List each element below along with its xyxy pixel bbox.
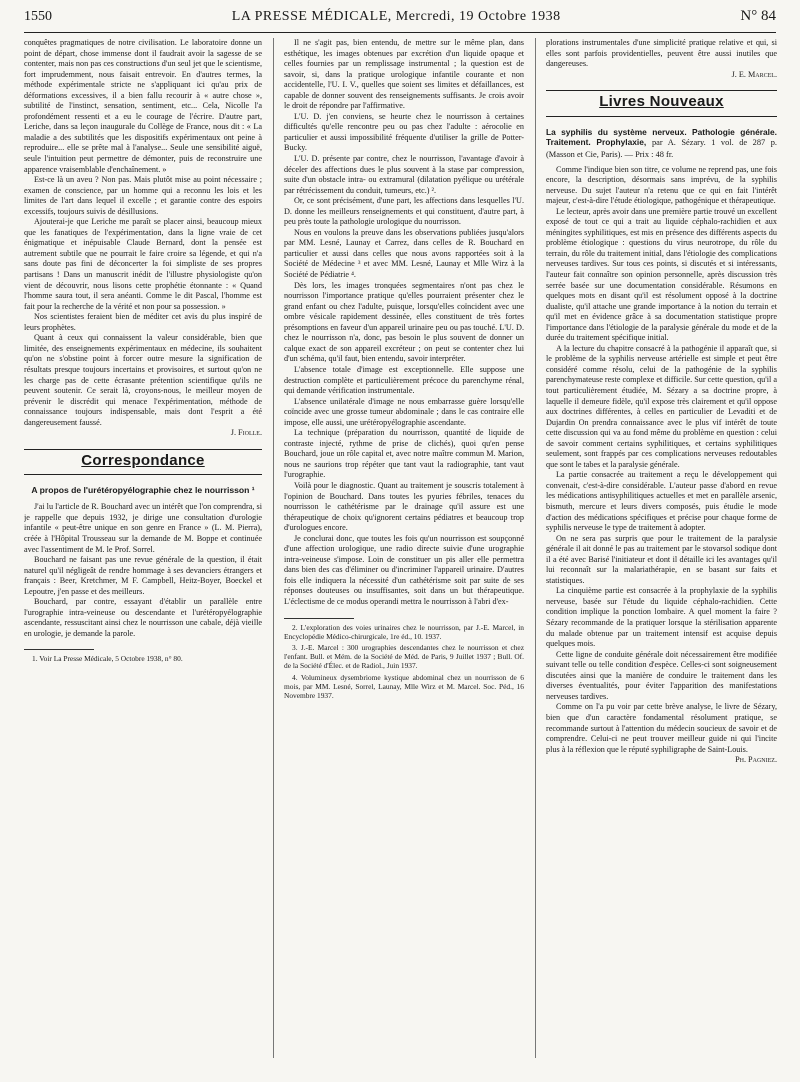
author-signature: J. E. Marcel.	[731, 69, 777, 79]
paragraph: On ne sera pas surpris que pour le traitement de la paralysie générale il ait donné le pas au traitement par le stovarsol sodique dont il a été avec Barisé l'initiateur et dont il détaille ici les avantages qu'il lui reconnaît sur la malariathérapie, en se basant sur faits et statistiques.	[546, 533, 777, 585]
paragraph: J'ai lu l'article de R. Bouchard avec un intérêt que l'on comprendra, si je rappelle que depuis 1932, je dirige une consultation d'urologie infantile « peut-être unique en son genre en France » (L. M. Pierra), créée à l'Hôpital Trousseau sur la demande de M. Boppe et continuée avec l'assentiment de M. le Prof. Sorrel.	[24, 502, 262, 554]
paragraph: Bouchard ne faisant pas une revue générale de la question, il était naturel qu'il négligeât de rendre hommage à ses devanciers étrangers et français : Beer, Kretchmer, M F. Campbell, Heitz-Boyer, Boeckel et Lepoutre, j'en passe et des meilleurs.	[24, 555, 262, 596]
paragraph: plorations instrumentales d'une simplicité pratique relative et qui, si elles sont parfois providentielles, peuvent être aussi inutiles que dangereuses.	[546, 38, 777, 69]
article-title: A propos de l'urétéropyélographie chez le nourrisson ¹	[31, 485, 255, 496]
footnote: 3. J.-E. Marcel : 300 urographies descendantes chez le nourrisson et chez l'enfant. Bull. et Mém. de la Société de Méd. de Paris, 9 Juillet 1937 ; Bull. Of. de la Société d'Élec. et de Radiol., Juin 1937.	[284, 642, 524, 671]
author-signature: J. Fiolle.	[230, 428, 262, 438]
paragraph: Il ne s'agit pas, bien entendu, de mettre sur le même plan, dans esthétique, les images obtenues par excrétion d'un liquide opaque et celles fournies par un remplissage instrumental ; la question est de savoir, si, dans la pratique urologique infantile courante et non accidentelle, l'U. I. V., quelles que soient ses limites et défaillances, est capable de donner souvent des renseignements suffisants. Je crois avoir le droit de répondre par l'affirmative.	[284, 38, 524, 111]
author-signature: Ph. Pagniez.	[735, 755, 777, 765]
paragraph: La technique (préparation du nourrisson, quantité de liquide de contraste injecté, rythme de prise de clichés), quoi qu'en pense Bouchard, joue un rôle capital et, avec notre maître commun M. Marion, nous ne saurions trop répéter que tant vaut la radiographie, tant vaut l'urographie.	[284, 428, 524, 480]
paragraph: A la lecture du chapitre consacré à la pathogénie il apparaît que, si le problème de la syphilis nerveuse artérielle est simple et peut être considéré comme résolu, celui de la pathogénie de la syphilis parenchymateuse reste complexe et difficile. Sur cette question, qu'il a tout particulièrement étudiée, M. Sézary a sa doctrine propre, à laquelle il demeure fidèle, qu'il expose très clairement et qu'il oppose aux doctrines différentes, à celles en particulier de Levaditi et de Dujardin On prendra connaissance avec le plus vif intérêt de toute cette discussion qui va au fond même du problème en question : celui de savoir comment certains syphilitiques, et certains syphilitiques seulement, sont frappés par ces complications nerveuses redoutables que sont le tabes et la paralysie générale.	[546, 343, 777, 469]
column-divider	[273, 38, 274, 1058]
paragraph: Comme on l'a pu voir par cette brève analyse, le livre de Sézary, bien que d'un caractère fondamental résolument pratique, se recommande surtout à l'attention du médecin soucieux de savoir et de comprendre. Celui-ci ne peut trouver meilleur guide ni qui l'incite plus à la réflexion que le réputé syphiligraphe de Saint-Louis.	[546, 702, 777, 754]
paragraph: Dès lors, les images tronquées segmentaires n'ont pas chez le nourrisson l'importance pratique qu'elles pourraient présenter chez le grand enfant ou chez l'adulte, puisque, lorsqu'elles coïncident avec une ombre vésicale rapidement dessinée, elles constituent de très fortes présomptions en faveur d'un appareil urinaire peu ou pas touché. L'U. D. chez le nourrisson n'a, donc, pas besoin le plus souvent de donner un calque exact de son appareil excréteur ; on peut se contenter chez lui d'un schéma, qu'il faut, bien entendu, savoir interpréter.	[284, 280, 524, 364]
column-3	[546, 38, 777, 1068]
paragraph: Bouchard, par contre, essayant d'établir un parallèle entre l'urographie intra-veineuse ou descendante et l'urétéropyélographie ascendante, ressuscitant ainsi chez le nourrisson une cabale, déjà vieille en urologie, je demande la parole.	[24, 597, 262, 638]
page-number: 1550	[24, 9, 52, 24]
footnotes	[284, 623, 524, 701]
paragraph: L'U. D. présente par contre, chez le nourrisson, l'avantage d'avoir à déceler des affections dues le plus souvent à la stase par compression, suite d'un obstacle intra- ou extramural (dilatation pyélique ou urétérale par rétrécissement du conduit, tumeurs, etc.) ².	[284, 154, 524, 195]
masthead	[24, 8, 776, 32]
section-title: Livres Nouveaux	[599, 93, 724, 111]
column-2	[284, 38, 524, 1068]
paragraph: L'absence unilatérale d'image ne nous embarrasse guère lorsqu'elle coïncide avec une grosse tumeur abdominale ; dans le cas contraire elle impose, elle aussi, une urétéropyélographie ascendante.	[284, 396, 524, 427]
footnote: 4. Volumineux dysembriome kystique abdominal chez un nourrisson de 6 mois, par MM. Lesné, Sorrel, Launay, Mlle Wirz et M. Marcel. Soc. Péd., 16 Novembre 1937.	[284, 672, 524, 700]
paragraph: Cette ligne de conduite générale doit nécessairement être modifiée suivant telle ou telle condition d'espèce. Celles-ci sont soigneusement discutées ainsi que la manière de conduire le traitement dans les diverses éventualités, pour éviter l'apparition des manifestations nerveuses tardives.	[546, 649, 777, 701]
paragraph: Or, ce sont précisément, d'une part, les affections dans lesquelles l'U. D. donne les meilleurs renseignements et qui constituent, d'autre part, à peu près toute la pathologie urologique du nourrisson.	[284, 196, 524, 227]
paragraph: Nous en voulons la preuve dans les observations publiées jusqu'alors par MM. Lesné, Launay et Carrez, dans celles de R. Bouchard en particulier et aussi dans celles que nous avons rapportées soit à la Société de Médecine ³ et avec MM. Lesné, Launay et Mlle Wirz à la Société de Pédiatrie ⁴.	[284, 227, 524, 280]
paragraph: Nos scientistes feraient bien de méditer cet avis du plus inspiré de leurs prophètes.	[24, 312, 262, 332]
paragraph: L'U. D. j'en conviens, se heurte chez le nourrisson à certaines difficultés qu'elle rencontre peu ou pas chez l'adulte : aérocolie en particulier et aussi impossibilité fréquente d'utiliser la grille de Potter-Bucky.	[284, 111, 524, 153]
paragraph: Comme l'indique bien son titre, ce volume ne reprend pas, une fois encore, la description, désormais sans imprévu, de la syphilis nerveuse. Du sujet l'auteur n'a retenu que ce qui en fait l'intérêt majeur, c'est-à-dire l'étude étiologique, pathogénique et thérapeutique.	[546, 164, 777, 206]
paragraph: La partie consacrée au traitement a reçu le développement qui convenait, c'est-à-dire considérable. L'auteur passe d'abord en revue les médications antisyphilitiques actuelles et met en parallèle arsenic, bismuth, mercure et leurs divers composés, puis étudie le mode d'action des médications spécifiques et précise pour chaque forme de syphilis nerveuse le type de traitement à adopter.	[546, 470, 777, 533]
book-heading	[546, 127, 777, 161]
paragraph: conquêtes pragmatiques de notre civilisation. Le laboratoire donne un point de départ, chose immense dont il faudrait avoir la sagesse de se contenter, mais non pas ces constructions d'un seul jet que le scientisme, fort imprudemment, nous faisait entrevoir. En d'autres termes, la méthode expérimentale stricte ne s'appliquant ici qu'au prix de déformations excessives, il a bien fallu recourir à « autre chose », subtilité de l'instinct, sensation, sentiment, etc... Cela, Nicolle l'a profondément ressenti et a eu le courage de l'écrire. D'autre part, Leriche, dans sa leçon inaugurale du Collège de France, nous dit : « La maladie a des subtilités que les dispositifs expérimentaux ont peine à reproduire... elle se prête mal à l'analyse... Seule une sensibilité aiguë, seule l'intuition peut permettre de démonter, puis de reconstruire une apparence vraisemblable d'enchaînement. »	[24, 38, 262, 174]
paragraph: Ajouterai-je que Leriche me paraît se placer ainsi, beaucoup mieux que les fanatiques de l'expérimentation, dans la ligne vraie de cet énigmatique et inépuisable Claude Bernard, dont la pensée est autrement subtile que ne pourrait le faire croire sa légende, et qui n'a sans doute pas fini de déconcerter la foi simpliste de ses propres partisans ! Dans un manuscrit inédit de l'illustre physiologiste qu'on vient de découvrir, nous lisons cette prophétie étonnante : « Quand l'homme saura tout, il sera anéanti. Comme le dit Pascal, l'homme est fait pour la recherche de la vérité et non pour sa possession. »	[24, 217, 262, 311]
column-divider	[535, 38, 536, 1058]
paragraph: La cinquième partie est consacrée à la prophylaxie de la syphilis nerveuse, basée sur l'étude du liquide céphalo-rachidien. Cette condition implique la ponction lombaire. A quel moment la faire ? Sézary recommande de la pratiquer lorsque la stérilisation apparente du malade obtenue par un traitement intensif est acquise depuis quelques mois.	[546, 586, 777, 649]
paragraph: Le lecteur, après avoir dans une première partie trouvé un excellent exposé de tout ce qui a trait au liquide céphalo-rachidien et aux méningites syphilitiques, est mis en présence des différents aspects du problème étiologique : questions du virus neurotrope, du rôle du terrain, du rôle du traitement initial, dans l'étiologie des complications nerveuses tardives. Sur tous ces points, si discutés et si intéressants, l'auteur fait connaître son opinion personnelle, après discussion très serrée basée sur une documentation considérable. Résumons en quelques mots en disant qu'il est résolument opposé à la doctrine dualiste, qu'il attache une grande importance à la notion du terrain et qu'il met en évidence grâce à sa documentation statistique propre l'importance dans l'étiologie de la paralysie générale du mode et de la durée du traitement spécifique initial.	[546, 206, 777, 343]
footnote-rule	[24, 649, 94, 650]
paragraph: Est-ce là un aveu ? Non pas. Mais plutôt mise au point nécessaire ; examen de conscience, par un homme qui a reconnu les lois et les limites de l'art dans lequel il excelle ; et garantie contre des espoirs excessifs, toujours suivis de désillusions.	[24, 175, 262, 216]
book-title: La syphilis du système nerveux. Pathologie générale. Traitement. Prophylaxie,	[546, 126, 777, 148]
book-reference: par A. Sézary. 1 vol. de 287 p. (Masson et Cie, Paris). — Prix : 48 fr.	[546, 138, 777, 159]
section-header-correspondance	[24, 449, 262, 476]
footnotes	[24, 654, 262, 663]
section-title: Correspondance	[81, 451, 205, 469]
section-header-livres-nouveaux	[546, 90, 777, 117]
paragraph: Voilà pour le diagnostic. Quant au traitement je souscris totalement à l'opinion de Bouchard. Dans toutes les pyuries fébriles, tenaces du nourrisson le cathétérisme par le drainage qu'il assure est une thérapeutique de choix qu'ignorent certains pédiatres et beaucoup trop d'urologues encore.	[284, 480, 524, 533]
column-1	[24, 38, 262, 1068]
footnote-rule	[284, 618, 354, 619]
issue-number: N° 84	[740, 8, 776, 24]
paragraph: L'absence totale d'image est exceptionnelle. Elle suppose une destruction complète et particulièrement précoce du parenchyme rénal, qui demande vérification instrumentale.	[284, 364, 524, 396]
header-rule	[24, 32, 776, 33]
footnote: 2. L'exploration des voies urinaires chez le nourrisson, par J.-E. Marcel, in Encyclopédie Médico-chirurgicale, 1re éd., 10. 1937.	[284, 622, 524, 641]
footnote: 1. Voir La Presse Médicale, 5 Octobre 1938, n° 80.	[32, 654, 183, 664]
paragraph: Quant à ceux qui connaissent la valeur considérable, bien que limitée, des enseignements expérimentaux en médecine, ils souhaitent qu'on ne s'obstine point à forcer outre mesure la signification de résultats presque toujours incertains et provisoires, et surtout qu'on ne les charge pas de cette écrasante prétention scientifique qu'ils ne peuvent soutenir. Ce serait là, croyons-nous, le meilleur moyen de prévenir le discrédit qui menace l'expérimentation, méthode de connaissance toujours indispensable, mais dont l'esprit a été dangereusement faussé.	[24, 333, 262, 427]
paragraph: Je conclurai donc, que toutes les fois qu'un nourrisson est soupçonné d'une affection urologique, une radio directe suivie d'une urographie intra-veineuse s'impose. Loin de constituer un pis aller elle permettra dans bien des cas d'éliminer ou d'incriminer l'appareil urinaire. D'autres fois elle indiquera la nécessité d'un cathétérisme soit par suite de ses réponses douteuses ou insuffisantes, soit dans un but thérapeutique. L'éclectisme de ce modus operandi mettra le nourrisson à l'abri d'ex-	[284, 533, 524, 606]
journal-title: LA PRESSE MÉDICALE, Mercredi, 19 Octobre 1938	[231, 9, 561, 24]
